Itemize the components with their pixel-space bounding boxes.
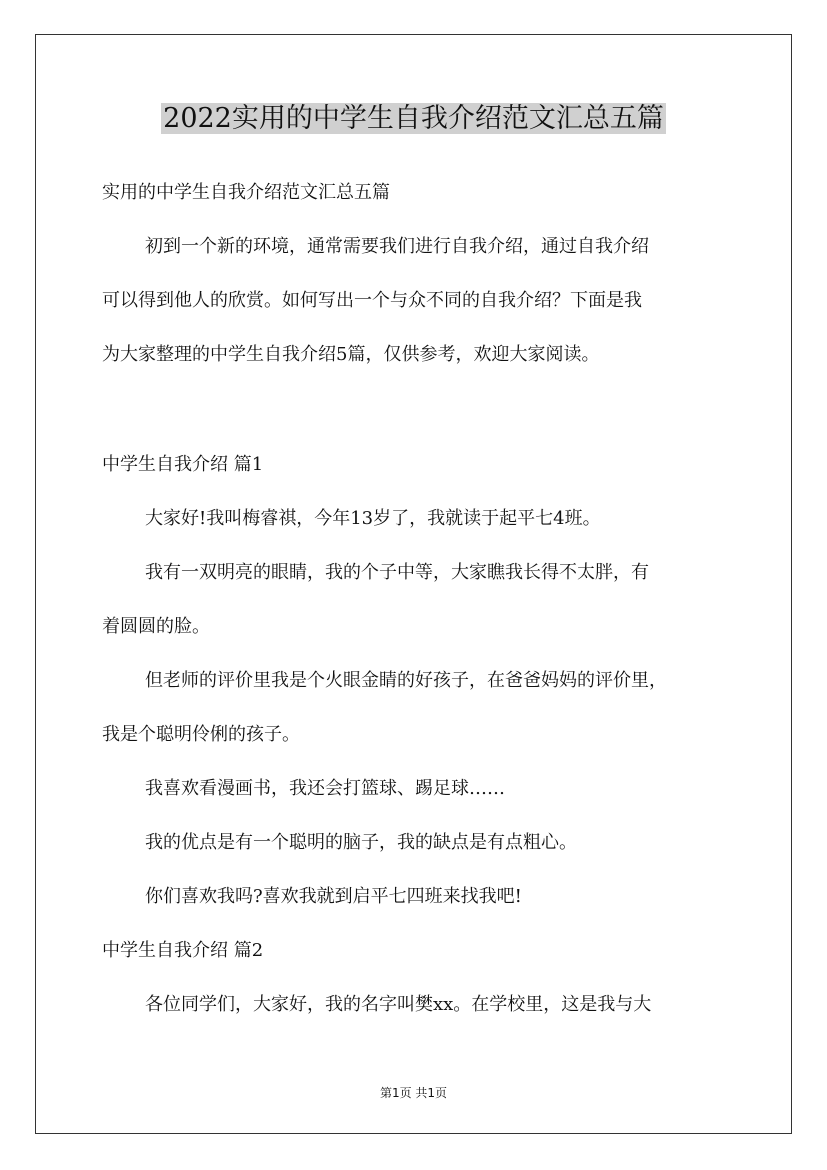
intro-line: 初到一个新的环境，通常需要我们进行自我介绍，通过自我介绍: [145, 236, 649, 257]
section-heading-1: 中学生自我介绍 篇1: [102, 454, 264, 475]
section2-line: 各位同学们，大家好，我的名字叫樊xx。在学校里，这是我与大: [145, 994, 652, 1015]
intro-line: 为大家整理的中学生自我介绍5篇，仅供参考，欢迎大家阅读。: [102, 344, 600, 365]
document-subtitle: 实用的中学生自我介绍范文汇总五篇: [102, 182, 390, 203]
document-title-text: 2022实用的中学生自我介绍范文汇总五篇: [163, 103, 664, 134]
section1-line: 我是个聪明伶俐的孩子。: [102, 724, 300, 745]
section1-line: 我的优点是有一个聪明的脑子，我的缺点是有点粗心。: [145, 832, 577, 853]
document-title: [0, 97, 827, 141]
section1-line: 着圆圆的脸。: [102, 616, 210, 637]
section1-line: 你们喜欢我吗?喜欢我就到启平七四班来找我吧!: [145, 886, 522, 907]
section1-line: 大家好!我叫梅睿祺，今年13岁了，我就读于起平七4班。: [145, 508, 601, 529]
section1-line: 我有一双明亮的眼睛，我的个子中等，大家瞧我长得不太胖，有: [145, 562, 649, 583]
intro-line: 可以得到他人的欣赏。如何写出一个与众不同的自我介绍？下面是我: [102, 290, 642, 311]
section1-line: 但老师的评价里我是个火眼金睛的好孩子，在爸爸妈妈的评价里，: [145, 670, 667, 691]
page-footer: 第1页 共1页: [379, 1086, 448, 1100]
section-heading-2: 中学生自我介绍 篇2: [102, 940, 264, 961]
section1-line: 我喜欢看漫画书，我还会打篮球、踢足球……: [145, 778, 505, 799]
